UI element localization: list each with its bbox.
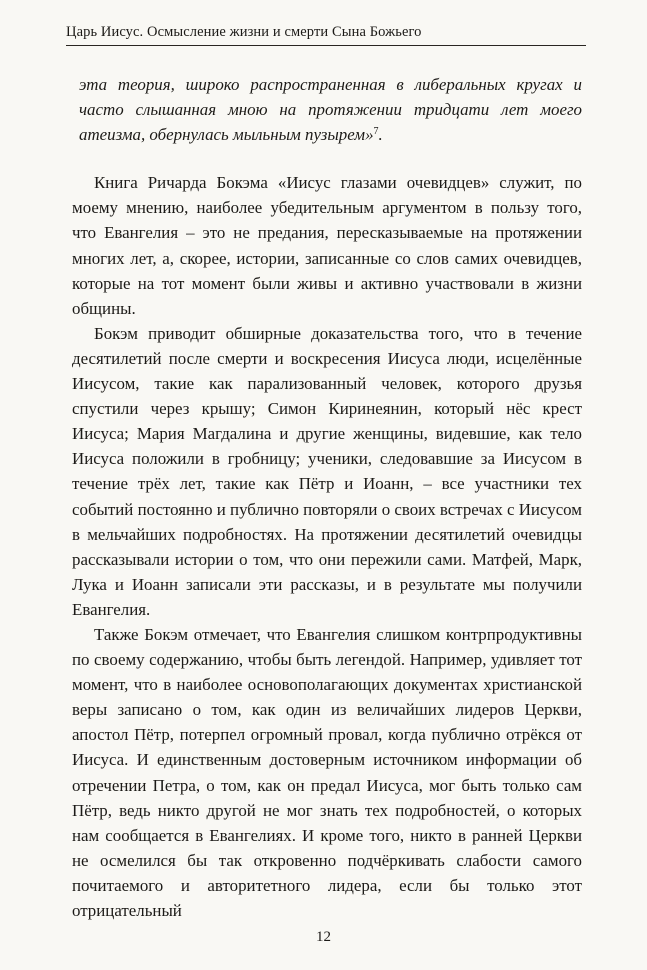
block-quote [79, 72, 582, 147]
quote-text: эта теория, широко распространенная в либеральных кругах и часто слышанная мною на протяжении тридцати лет моего атеизма, обернулась мыльным пузырем» [79, 75, 582, 145]
paragraph: Бокэм приводит обширные доказательства того, что в течение десятилетий после смерти и воскресения Иисуса люди, исцелённые Иисусом, такие как парализованный человек, которого друзья спустили через крышу; Симон Киринеянин, который нёс крест Иисуса; Мария Магдалина и другие женщины, видевшие, как тело Иисуса положили в гробницу; ученики, следовавшие за Иисусом в течение трёх лет, такие как Пётр и Иоанн, – все участники тех событий постоянно и публично повторяли о своих встречах с Иисусом в мельчайших подробностях. На протяжении десятилетий очевидцы рассказывали истории о том, что они пережили сами. Матфей, Марк, Лука и Иоанн записали эти рассказы, и в результате мы получили Евангелия. [72, 323, 582, 619]
page-number: 12 [316, 929, 331, 945]
paragraph: Книга Ричарда Бокэма «Иисус глазами очевидцев» служит, по моему мнению, наиболее убедительным аргументом в пользу того, что Евангелия – это не предания, пересказываемые на протяжении многих лет, а, скорее, истории, записанные со слов самих очевидцев, которые на тот момент были живы и активно участвовали в жизни общины. [72, 173, 582, 318]
quote-trailing-punctuation: . [378, 125, 383, 145]
body-text [72, 72, 582, 923]
paragraph: Также Бокэм отмечает, что Евангелия слишком контрпродуктивны по своему содержанию, чтобы быть легендой. Например, удивляет тот момент, что в наиболее основополагающих документах христианской веры записано о том, как один из величайших лидеров Церкви, апостол Пётр, потерпел огромный провал, когда публично отрёкся от Иисуса. И единственным достоверным источником информации об отречении Петра, о том, как он предал Иисуса, мог быть только сам Пётр, ведь никто другой не мог знать тех подробностей, о которых нам сообщается в Евангелиях. И кроме того, никто в ранней Церкви не осмелился бы так откровенно подчёркивать слабости самого почитаемого и авторитетного лидера, если бы только этот отрицательный [72, 624, 582, 920]
running-head: Царь Иисус. Осмысление жизни и смерти Сына Божьего [66, 24, 586, 46]
footnote-marker[interactable]: 7 [373, 126, 379, 138]
